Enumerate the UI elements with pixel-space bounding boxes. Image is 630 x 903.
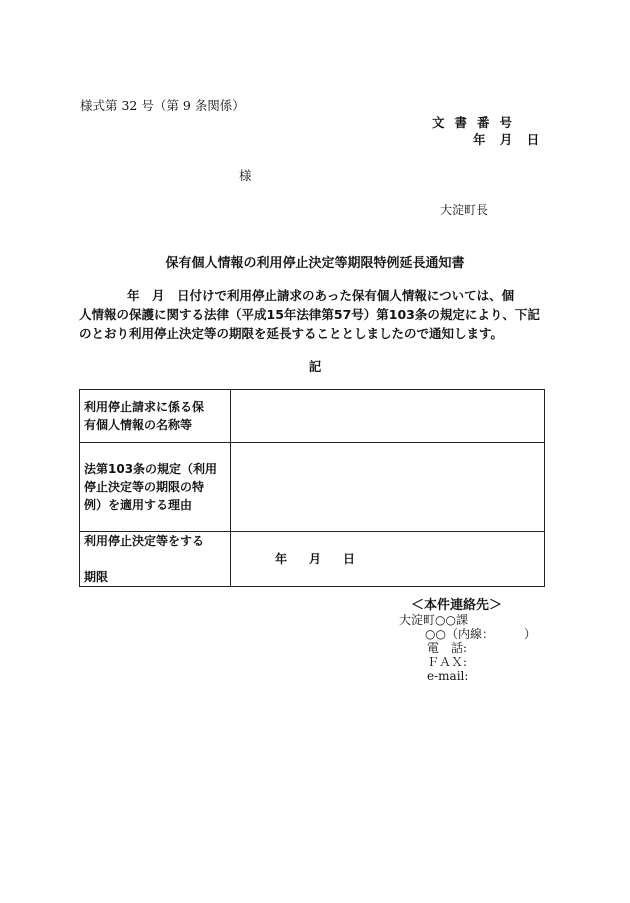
label-line: 法第103条の規定（利用 [84,462,218,476]
document-date-label: 年 月 日 [473,132,545,147]
row-value-target-info [231,390,545,443]
label-line: 例）を適用する理由 [84,498,193,512]
row-value-deadline [231,532,545,587]
row-label-deadline [80,532,231,587]
table-row [80,532,545,587]
deadline-date-placeholder: 年 月 日 [275,552,361,566]
table-row [80,443,545,532]
label-line: 利用停止請求に係る保 [84,400,205,414]
contact-block [399,599,536,683]
label-line: 停止決定等の期限の特 [84,480,205,494]
contact-phone: 電 話: [427,641,468,655]
row-value-reason [231,443,545,532]
notice-body-line: のとおり利用停止決定等の期限を延長することとしましたので通知します。 [79,326,504,341]
ki-heading: 記 [308,359,322,374]
contact-heading: ＜本件連絡先＞ [411,598,503,613]
addressee-suffix: 様 [239,168,252,183]
notice-body-line: 人情報の保護に関する法律（平成15年法律第57号）第103条の規定により、下記 [79,307,540,322]
row-label-target-info [80,390,231,443]
contact-fax: ＦＡＸ: [427,655,468,669]
contact-person: ○○（内線： ） [425,627,536,641]
details-table [79,389,545,587]
form-number: 様式第 32 号（第 9 条関係） [80,98,245,113]
contact-email: e-mail: [427,669,469,683]
row-label-reason [80,443,231,532]
document-number-label: 文書番号 [432,115,523,130]
notice-body [79,286,551,343]
contact-department: 大淀町○○課 [399,613,468,627]
sender-name: 大淀町長 [440,203,489,217]
table-row [80,390,545,443]
notice-body-line: 年 月 日付けで利用停止請求のあった保有個人情報については、個 [127,288,515,303]
label-line: 期限 [84,570,109,584]
label-line: 利用停止決定等をする [84,534,205,548]
label-line: 有個人情報の名称等 [84,418,193,432]
document-title: 保有個人情報の利用停止決定等期限特例延長通知書 [165,256,465,271]
